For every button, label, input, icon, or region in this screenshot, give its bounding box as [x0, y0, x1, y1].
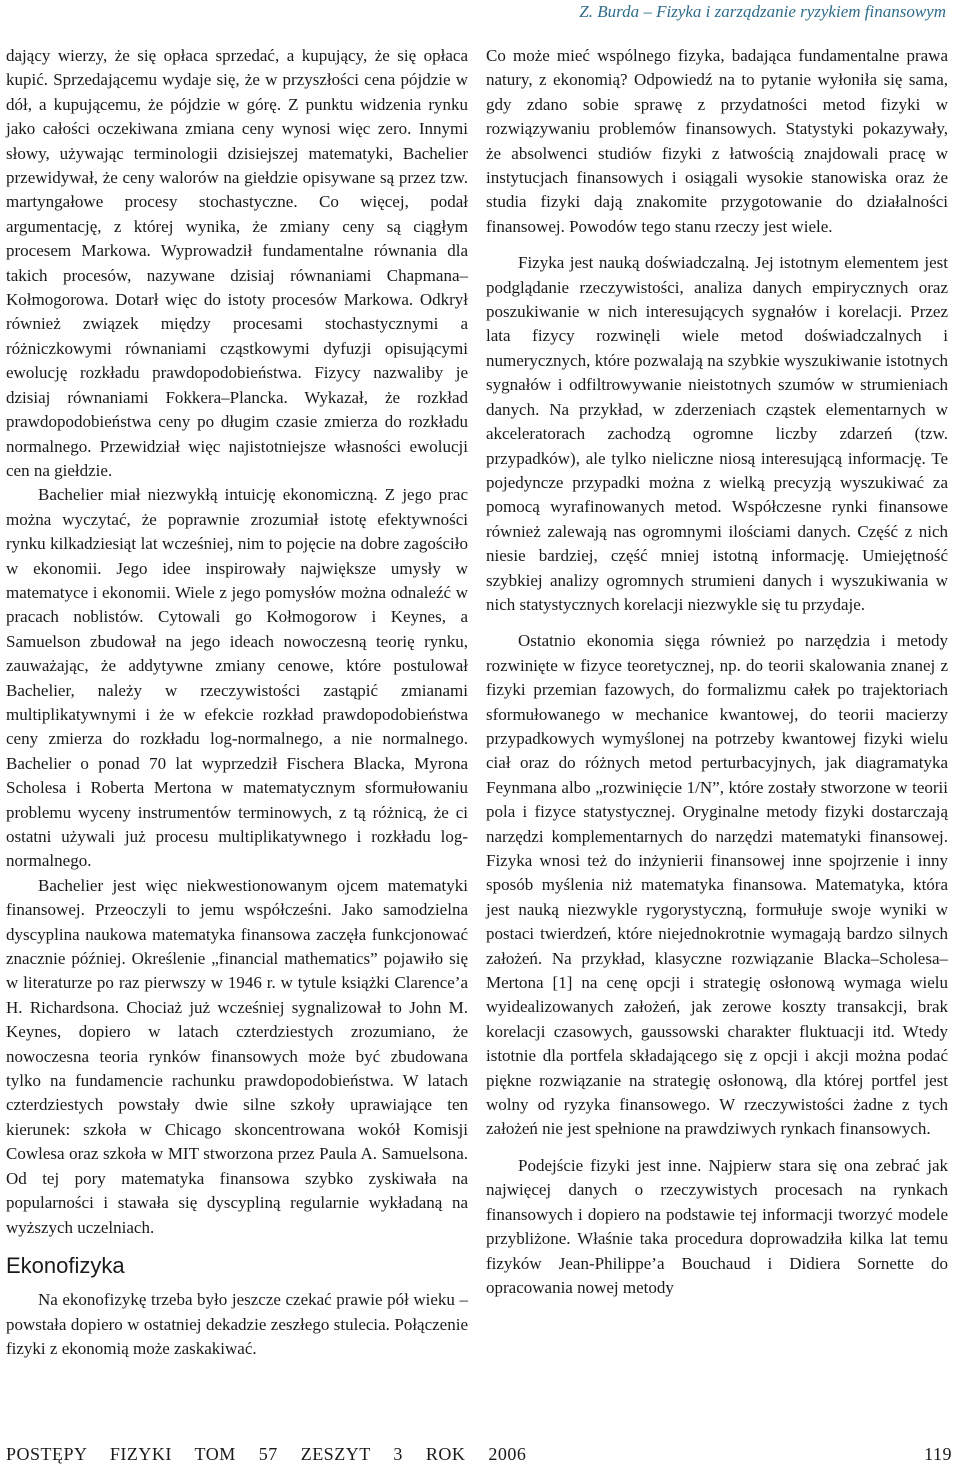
- paragraph: Co może mieć wspólnego fizyka, badająca fundamentalne prawa natury, z ekonomią? Odpowiedź na to pytanie wyłoniła się sama, gdy zdano sobie sprawę z przydatności metod fizyki w rozwiązywaniu problemów finansowych. Statystyki pokazywały, że absolwenci studiów fizyki z łatwością znajdowali pracę w instytucjach finansowych i osiągali wysokie stanowiska oraz że studia fizyki dają znakomite przygotowanie do działalności finansowej. Powodów tego stanu rzeczy jest wiele.: [486, 46, 948, 236]
- paragraph: Bachelier jest więc niekwestionowanym ojcem matematyki finansowej. Przeoczyli to jemu współcześni. Jako samodzielna dyscyplina naukowa matematyka finansowa zaczęła funkcjonować znacznie później. Określenie „financial mathematics” pojawiło się w literaturze po raz pierwszy w 1946 r. w tytule książki Clarence’a H. Richardsona. Chociaż już wcześniej sygnalizował to John M. Keynes, dopiero w latach czterdziestych zrozumiano, że nowoczesna teoria rynków finansowych może być zbudowana tylko na fundamencie rachunku prawdopodobieństwa. W latach czterdziestych powstały dwie silne szkoły uprawiające ten kierunek: szkoła w Chicago skoncentrowana wokół Komisji Cowlesa oraz szkoła w MIT stworzona przez Paula A. Samuelsona. Od tej pory matematyka finansowa szybko zyskiwała na popularności i stawała się dyscypliną regularnie wykładaną na wyższych uczelniach.: [6, 875, 468, 1237]
- paragraph: Podejście fizyki jest inne. Najpierw stara się ona zebrać jak najwięcej danych o rzeczywistych procesach na rynkach finansowych i dopiero na podstawie tej informacji tworzyć modele przybliżone. Właśnie taka procedura doprowadziła kilka lat temu fizyków Jean-Philippe’a Bouchaud i Didiera Sornette do opracowania nowej metody: [486, 1155, 948, 1297]
- left-column: [6, 44, 468, 1362]
- paragraph: Fizyka jest nauką doświadczalną. Jej istotnym elementem jest podglądanie rzeczywistości, analiza danych empirycznych oraz poszukiwanie w nich interesujących sygnałów i korelacji. Przez lata fizycy rozwinęli wiele metod doświadczalnych i numerycznych, które pozwalają na szybkie wyszukiwanie istotnych sygnałów i odfiltrowywanie nieistotnych szumów w strumieniach danych. Na przykład, w zderzeniach cząstek elementarnych w akceleratorach zachodzą ogromne liczby zdarzeń (tzw. przypadków), ale tylko nieliczne niosą interesującą informację. Te pojedyncze przypadki można z wielką precyzją wyszukiwać za pomocą wyrafinowanych metod. Współczesne rynki finansowe również zalewają nas ogromnymi ilościami danych. Część z nich niesie bardziej, część mniej istotną informację. Umiejętność szybkiej analizy ogromnych strumieni danych i wyszukiwania w nich statystycznych korelacji niezwykle się tu przydaje.: [486, 253, 948, 614]
- right-column: [486, 44, 948, 1300]
- page-number: 119: [924, 1444, 952, 1464]
- running-head: Z. Burda – Fizyka i zarządzanie ryzykiem finansowym: [579, 2, 946, 21]
- paragraph: Bachelier miał niezwykłą intuicję ekonomiczną. Z jego prac można wyczytać, że poprawnie zrozumiał istotę efektywności rynku kilkadziesiąt lat wcześniej, nim to pojęcie na dobre zagościło w ekonomii. Jego idee inspirowały największe umysły w matematyce i ekonomii. Wiele z jego pomysłów można odnaleźć w pracach noblistów. Cytowali go Kołmogorow i Keynes, a Samuelson zbudował na jego ideach nowoczesną teorię rynku, zauważając, że addytywne zmiany cenowe, które postulował Bachelier, należy w rzeczywistości zastąpić zmianami multiplikatywnymi i że w efekcie rozkład prawdopodobieństwa ceny zmierza do rozkładu log-normalnego, a nie normalnego. Bachelier o ponad 70 lat wyprzedził Fischera Blacka, Myrona Scholesa i Roberta Mertona w matematycznym sformułowaniu problemu wyceny instrumentów terminowych, z tą różnicą, że ci ostatni używali już procesu multiplikatywnego i rozkładu log-normalnego.: [6, 485, 468, 871]
- section-heading: Ekonofizyka: [6, 1252, 125, 1278]
- paragraph: Ostatnio ekonomia sięga również po narzędzia i metody rozwinięte w fizyce teoretycznej, np. do teorii skalowania znanej z fizyki przemian fazowych, do formalizmu całek po trajektoriach sformułowanego w mechanice kwantowej, do teorii macierzy przypadkowych wymyślonej na potrzeby kwantowej fizyki wielu ciał oraz do różnych metod perturbacyjnych, jak diagramatyka Feynmana albo „rozwinięcie 1/N”, które zostały stworzone w teorii pola i fizyce statystycznej. Oryginalne metody fizyki dostarczają narzędzi komplementarnych do narzędzi matematyki finansowej. Fizyka wnosi też do inżynierii finansowej inne spojrzenie i inny sposób myślenia niż matematyka finansowa. Matematyka, która jest nauką niezwykle rygorystyczną, formułuje swoje wyniki w postaci twierdzeń, które niejednokrotnie wymagają bardzo silnych założeń. Na przykład, klasyczne rozwiązanie Blacka–Scholesa–Mertona [1] na cenę opcji i strategię osłonową wymaga wielu wyidealizowanych założeń, jak zerowe koszty transakcji, brak korelacji czasowych, gaussowski charakter fluktuacji itd. Wtedy istotnie dla portfela składającego się z opcji i akcji można podać piękne rozwiązanie na strategię osłonową, dla której portfel jest wolny od ryzyka finansowego. W rzeczywistości żadne z tych założeń nie jest spełnione na prawdziwych rynkach finansowych.: [486, 631, 948, 1139]
- paragraph: Na ekonofizykę trzeba było jeszcze czekać prawie pół wieku – powstała dopiero w ostatniej dekadzie zeszłego stulecia. Połączenie fizyki z ekonomią może zaskakiwać.: [6, 1290, 468, 1359]
- paragraph: dający wierzy, że się opłaca sprzedać, a kupujący, że się opłaca kupić. Sprzedającemu wydaje się, że w przyszłości cena pójdzie w dół, a kupującemu, że pójdzie w górę. Z punktu widzenia rynku jako całości oczekiwana zmiana ceny wynosi więc zero. Innymi słowy, używając terminologii dzisiejszej matematyki, Bachelier przewidywał, że ceny walorów na giełdzie opisywane są przez tzw. martyngałowe procesy stochastyczne. Co więcej, podał argumentację, z której wynika, że zmiany ceny są ciągłym procesem Markowa. Wyprowadził fundamentalne równania dla takich procesów, nazywane dzisiaj równaniami Chapmana–Kołmogorowa. Dotarł więc do istoty procesów Markowa. Odkrył również związek między procesami stochastycznymi a różniczkowymi równaniami cząstkowymi dyfuzji opisującymi ewolucję rozkładu prawdopodobieństwa. Fizycy nazwaliby je dzisiaj równaniami Fokkera–Plancka. Wykazał, że rozkład prawdopodobieństwa ceny po długim czasie zmierza do rozkładu normalnego. Przewidział więc najistotniejsze własności ewolucji cen na giełdzie.: [6, 46, 468, 480]
- journal-info: POSTĘPY FIZYKI TOM 57 ZESZYT 3 ROK 2006: [6, 1444, 527, 1464]
- page-footer: [6, 1444, 954, 1472]
